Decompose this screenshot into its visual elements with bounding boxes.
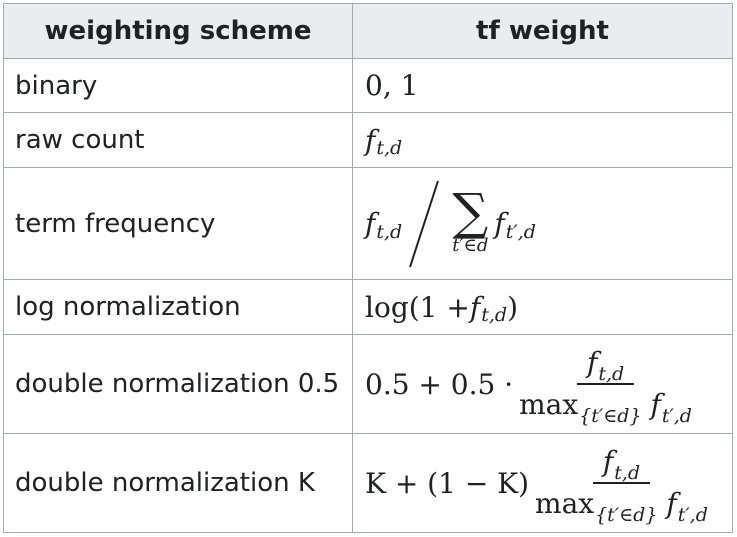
formula-cell bbox=[353, 434, 733, 533]
division-slash bbox=[404, 179, 444, 269]
formula-cell bbox=[353, 113, 733, 168]
formula-cell bbox=[353, 168, 733, 280]
table-row bbox=[4, 335, 733, 434]
scheme-cell: double normalization K bbox=[4, 434, 353, 533]
table-row bbox=[4, 434, 733, 533]
formula-cell bbox=[353, 335, 733, 434]
scheme-cell: binary bbox=[4, 59, 353, 113]
formula-cell bbox=[353, 280, 733, 335]
fraction: $\frac{f_{t,d}}{\max_{\{t'\in d\}} f_{t',d}}$ bbox=[535, 445, 708, 526]
formula-log-normalization: log(1 + f t,d ) bbox=[365, 290, 518, 326]
scheme-cell: double normalization 0.5 bbox=[4, 335, 353, 434]
formula-double-norm-k: K + (1 − K) $\frac{f_{t,d}}{\max_{\{t'\in d\}} f_{t',d}}$ bbox=[365, 445, 708, 526]
formula-raw-count: f t,d bbox=[365, 123, 403, 159]
tf-weight-table bbox=[3, 3, 733, 533]
summation: ∑ t′∈d bbox=[452, 183, 489, 257]
table-row bbox=[4, 113, 733, 168]
scheme-cell: term frequency bbox=[4, 168, 353, 280]
fraction: $\frac{f_{t,d}}{\max_{\{t'\in d\}} f_{t',d}}$ bbox=[519, 346, 692, 427]
scheme-cell: log normalization bbox=[4, 280, 353, 335]
formula-binary: 0, 1 bbox=[365, 69, 419, 102]
table-row bbox=[4, 59, 733, 113]
header-tf-weight: tf weight bbox=[353, 4, 733, 59]
table-row bbox=[4, 168, 733, 280]
header-weighting-scheme: weighting scheme bbox=[4, 4, 353, 59]
formula-cell bbox=[353, 59, 733, 113]
formula-term-frequency: f t,d ∑ t′∈d f t′,d bbox=[365, 179, 536, 269]
scheme-cell: raw count bbox=[4, 113, 353, 168]
formula-double-norm-half: 0.5 + 0.5 · $\frac{f_{t,d}}{\max_{\{t'\in d\}} f_{t',d}}$ bbox=[365, 346, 692, 427]
header-row bbox=[4, 4, 733, 59]
table-row bbox=[4, 280, 733, 335]
